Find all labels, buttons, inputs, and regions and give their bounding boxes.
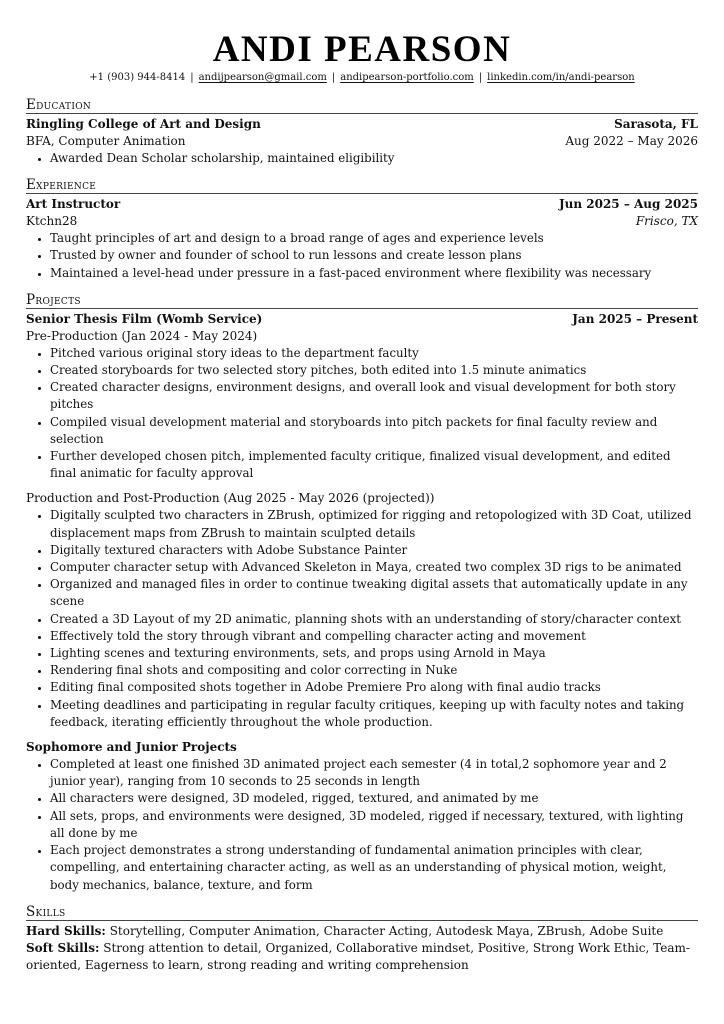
job-title: Art Instructor bbox=[26, 197, 121, 212]
thesis-row bbox=[26, 311, 698, 328]
experience-company-row bbox=[26, 213, 698, 230]
thesis-title: Senior Thesis Film (Womb Service) bbox=[26, 311, 263, 326]
company-name: Ktchn28 bbox=[26, 214, 78, 229]
experience-role-row bbox=[26, 196, 698, 213]
list-item: • Maintained a level-head under pressure in a fast-paced environment where flexibility was necessary bbox=[50, 265, 698, 282]
skills-heading: Skills bbox=[26, 904, 698, 921]
list-item: • Created a 3D Layout of my 2D animatic, planning shots with an understanding of story/character context bbox=[50, 611, 698, 628]
list-item: • Rendering final shots and compositing and color correcting in Nuke bbox=[50, 662, 698, 679]
portfolio-link[interactable]: andipearson-portfolio.com bbox=[340, 72, 474, 83]
resume-page bbox=[26, 30, 698, 975]
education-dates: Aug 2022 – May 2026 bbox=[565, 134, 698, 148]
linkedin-link[interactable]: linkedin.com/in/andi-pearson bbox=[487, 72, 635, 83]
list-item: • Meeting deadlines and participating in regular faculty critiques, keeping up with faculty notes and taking feedback, iterating efficiently throughout the whole production. bbox=[50, 697, 698, 731]
school-location: Sarasota, FL bbox=[614, 117, 698, 131]
list-item: • Pitched various original story ideas to the department faculty bbox=[50, 345, 698, 362]
hard-skills-label: Hard Skills: bbox=[26, 923, 106, 938]
list-item: • Digitally textured characters with Adobe Substance Painter bbox=[50, 542, 698, 559]
candidate-name: ANDI PEARSON bbox=[212, 29, 512, 70]
list-item: • Awarded Dean Scholar scholarship, maintained eligibility bbox=[50, 150, 698, 167]
job-location: Frisco, TX bbox=[635, 214, 698, 229]
list-item: • Editing final composited shots together in Adobe Premiere Pro along with final audio tracks bbox=[50, 679, 698, 696]
phone-number: +1 (903) 944-8414 bbox=[89, 72, 186, 83]
list-item: • All characters were designed, 3D modeled, rigged, textured, and animated by me bbox=[50, 790, 698, 807]
production-bullets bbox=[26, 507, 698, 731]
sophomore-junior-row bbox=[26, 739, 698, 756]
list-item: • Effectively told the story through vibrant and compelling character acting and movement bbox=[50, 628, 698, 645]
list-item: • Created character designs, environment designs, and overall look and visual development for both story pitches bbox=[50, 379, 698, 413]
projects-heading: Projects bbox=[26, 292, 698, 309]
list-item: • Further developed chosen pitch, implemented faculty critique, finalized visual development, and edited final animatic for faculty approval bbox=[50, 448, 698, 482]
pre-production-bullets bbox=[26, 345, 698, 483]
list-item: • Digitally sculpted two characters in ZBrush, optimized for rigging and retopologized with 3D Coat, utilized displacement maps from ZBrush to maintain sculpted details bbox=[50, 507, 698, 541]
list-item: • All sets, props, and environments were designed, 3D modeled, rigged if necessary, textured, with lighting all done by me bbox=[50, 808, 698, 842]
education-heading: Education bbox=[26, 97, 698, 114]
experience-heading: Experience bbox=[26, 177, 698, 194]
list-item: • Completed at least one finished 3D animated project each semester (4 in total,2 sophomore year and 2 junior year), ranging from 10 seconds to 25 seconds in length bbox=[50, 756, 698, 790]
hard-skills bbox=[26, 923, 698, 940]
education-school-row bbox=[26, 116, 698, 133]
list-item: • Trusted by owner and founder of school to run lessons and create lesson plans bbox=[50, 247, 698, 264]
experience-bullets bbox=[26, 230, 698, 282]
production-heading: Production and Post-Production (Aug 2025 - May 2026 (projected)) bbox=[26, 491, 435, 506]
list-item: • Organized and managed files in order to continue tweaking digital assets that automatically update in any scene bbox=[50, 576, 698, 610]
list-item: • Computer character setup with Advanced Skeleton in Maya, created two complex 3D rigs to be animated bbox=[50, 559, 698, 576]
contact-line: +1 (903) 944-8414 | andijpearson@gmail.com | andipearson-portfolio.com | linkedin.com/in/andi-pearson bbox=[89, 72, 635, 83]
email-link[interactable]: andijpearson@gmail.com bbox=[198, 72, 327, 83]
education-bullets bbox=[26, 150, 698, 167]
list-item: • Created storyboards for two selected story pitches, both edited into 1.5 minute animatics bbox=[50, 362, 698, 379]
list-item: • Each project demonstrates a strong understanding of fundamental animation principles with clear, compelling, and entertaining character acting, as well as an understanding of physical motion, weight, body mechanics, balance, texture, and form bbox=[50, 842, 698, 894]
soft-skills-list: Strong attention to detail, Organized, Collaborative mindset, Positive, Strong Work Ethic, Team-oriented, Eagerness to learn, strong reading and writing comprehension bbox=[26, 941, 690, 973]
list-item: • Lighting scenes and texturing environments, sets, and props using Arnold in Maya bbox=[50, 645, 698, 662]
education-degree-row bbox=[26, 133, 698, 150]
degree: BFA, Computer Animation bbox=[26, 134, 186, 148]
soft-skills-label: Soft Skills: bbox=[26, 941, 100, 955]
sophomore-junior-bullets bbox=[26, 756, 698, 894]
sophomore-junior-title: Sophomore and Junior Projects bbox=[26, 740, 237, 755]
hard-skills-list: Storytelling, Computer Animation, Character Acting, Autodesk Maya, ZBrush, Adobe Suite bbox=[109, 923, 664, 938]
pre-production-heading: Pre-Production (Jan 2024 - May 2024) bbox=[26, 328, 258, 343]
list-item: • Compiled visual development material and storyboards into pitch packets for final faculty review and selection bbox=[50, 414, 698, 448]
soft-skills bbox=[26, 940, 698, 975]
list-item: • Taught principles of art and design to a broad range of ages and experience levels bbox=[50, 230, 698, 247]
job-dates: Jun 2025 – Aug 2025 bbox=[558, 197, 698, 212]
school-name: Ringling College of Art and Design bbox=[26, 117, 261, 131]
thesis-dates: Jan 2025 – Present bbox=[572, 311, 698, 326]
